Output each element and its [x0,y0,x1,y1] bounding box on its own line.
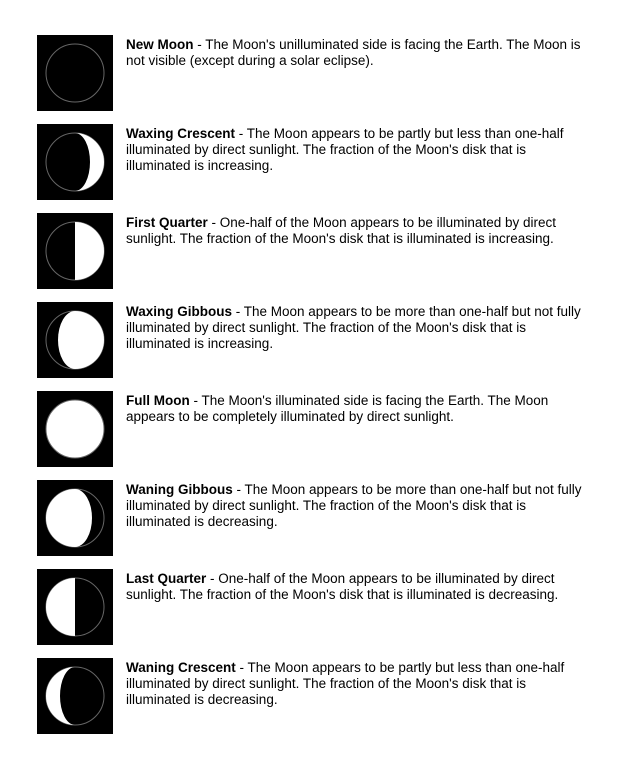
phase-description: The Moon appears to be more than one-half but not fully illuminated by direct sunlight. The fraction of the Moon's disk that is illuminated is increasing. [126,304,581,351]
phase-description: The Moon appears to be partly but less than one-half illuminated by direct sunlight. The fraction of the Moon's disk that is illuminated is decreasing. [126,660,565,707]
phase-name: Last Quarter [126,571,207,586]
waxing-crescent-icon [37,124,113,200]
waning-gibbous-icon [37,480,113,556]
phase-row-waxing-crescent [37,124,597,213]
phase-description: One-half of the Moon appears to be illuminated by direct sunlight. The fraction of the Moon's disk that is illuminated is decreasing. [126,571,559,602]
phase-description: The Moon's unilluminated side is facing the Earth. The Moon is not visible (except during a solar eclipse). [126,37,581,68]
phase-description-block [126,393,594,425]
phase-row-waxing-gibbous [37,302,597,391]
phase-description-block [126,215,594,247]
phase-name: Waning Crescent [126,660,236,675]
phase-row-last-quarter [37,569,597,658]
phase-description-block [126,126,594,174]
phase-row-full-moon [37,391,597,480]
phase-row-waning-crescent [37,658,597,747]
new-moon-icon [37,35,113,111]
phase-description: The Moon's illuminated side is facing the Earth. The Moon appears to be completely illuminated by direct sunlight. [126,393,549,424]
phase-name: First Quarter [126,215,208,230]
full-moon-icon [37,391,113,467]
moon-phase-list [37,35,597,747]
phase-separator: - [193,37,206,52]
phase-description-block [126,660,594,708]
phase-name: Waxing Crescent [126,126,236,141]
phase-row-new-moon [37,35,597,124]
phase-separator: - [232,482,245,497]
phase-separator: - [232,304,244,319]
phase-description-block [126,482,594,530]
phase-name: Full Moon [126,393,190,408]
phase-description-block [126,304,594,352]
waning-crescent-icon [37,658,113,734]
waxing-gibbous-icon [37,302,113,378]
phase-description-block [126,571,594,603]
phase-description-block [126,37,594,69]
phase-name: Waning Gibbous [126,482,233,497]
phase-description: One-half of the Moon appears to be illuminated by direct sunlight. The fraction of the Moon's disk that is illuminated is increasing. [126,215,556,246]
phase-row-waning-gibbous [37,480,597,569]
phase-separator: - [207,215,220,230]
phase-name: New Moon [126,37,194,52]
phase-row-first-quarter [37,213,597,302]
phase-description: The Moon appears to be partly but less than one-half illuminated by direct sunlight. The fraction of the Moon's disk that is illuminated is increasing. [126,126,564,173]
phase-name: Waxing Gibbous [126,304,232,319]
phase-separator: - [206,571,219,586]
last-quarter-icon [37,569,113,645]
phase-separator: - [235,660,248,675]
first-quarter-icon [37,213,113,289]
phase-description: The Moon appears to be more than one-half but not fully illuminated by direct sunlight. The fraction of the Moon's disk that is illuminated is decreasing. [126,482,582,529]
phase-separator: - [189,393,202,408]
phase-separator: - [235,126,247,141]
